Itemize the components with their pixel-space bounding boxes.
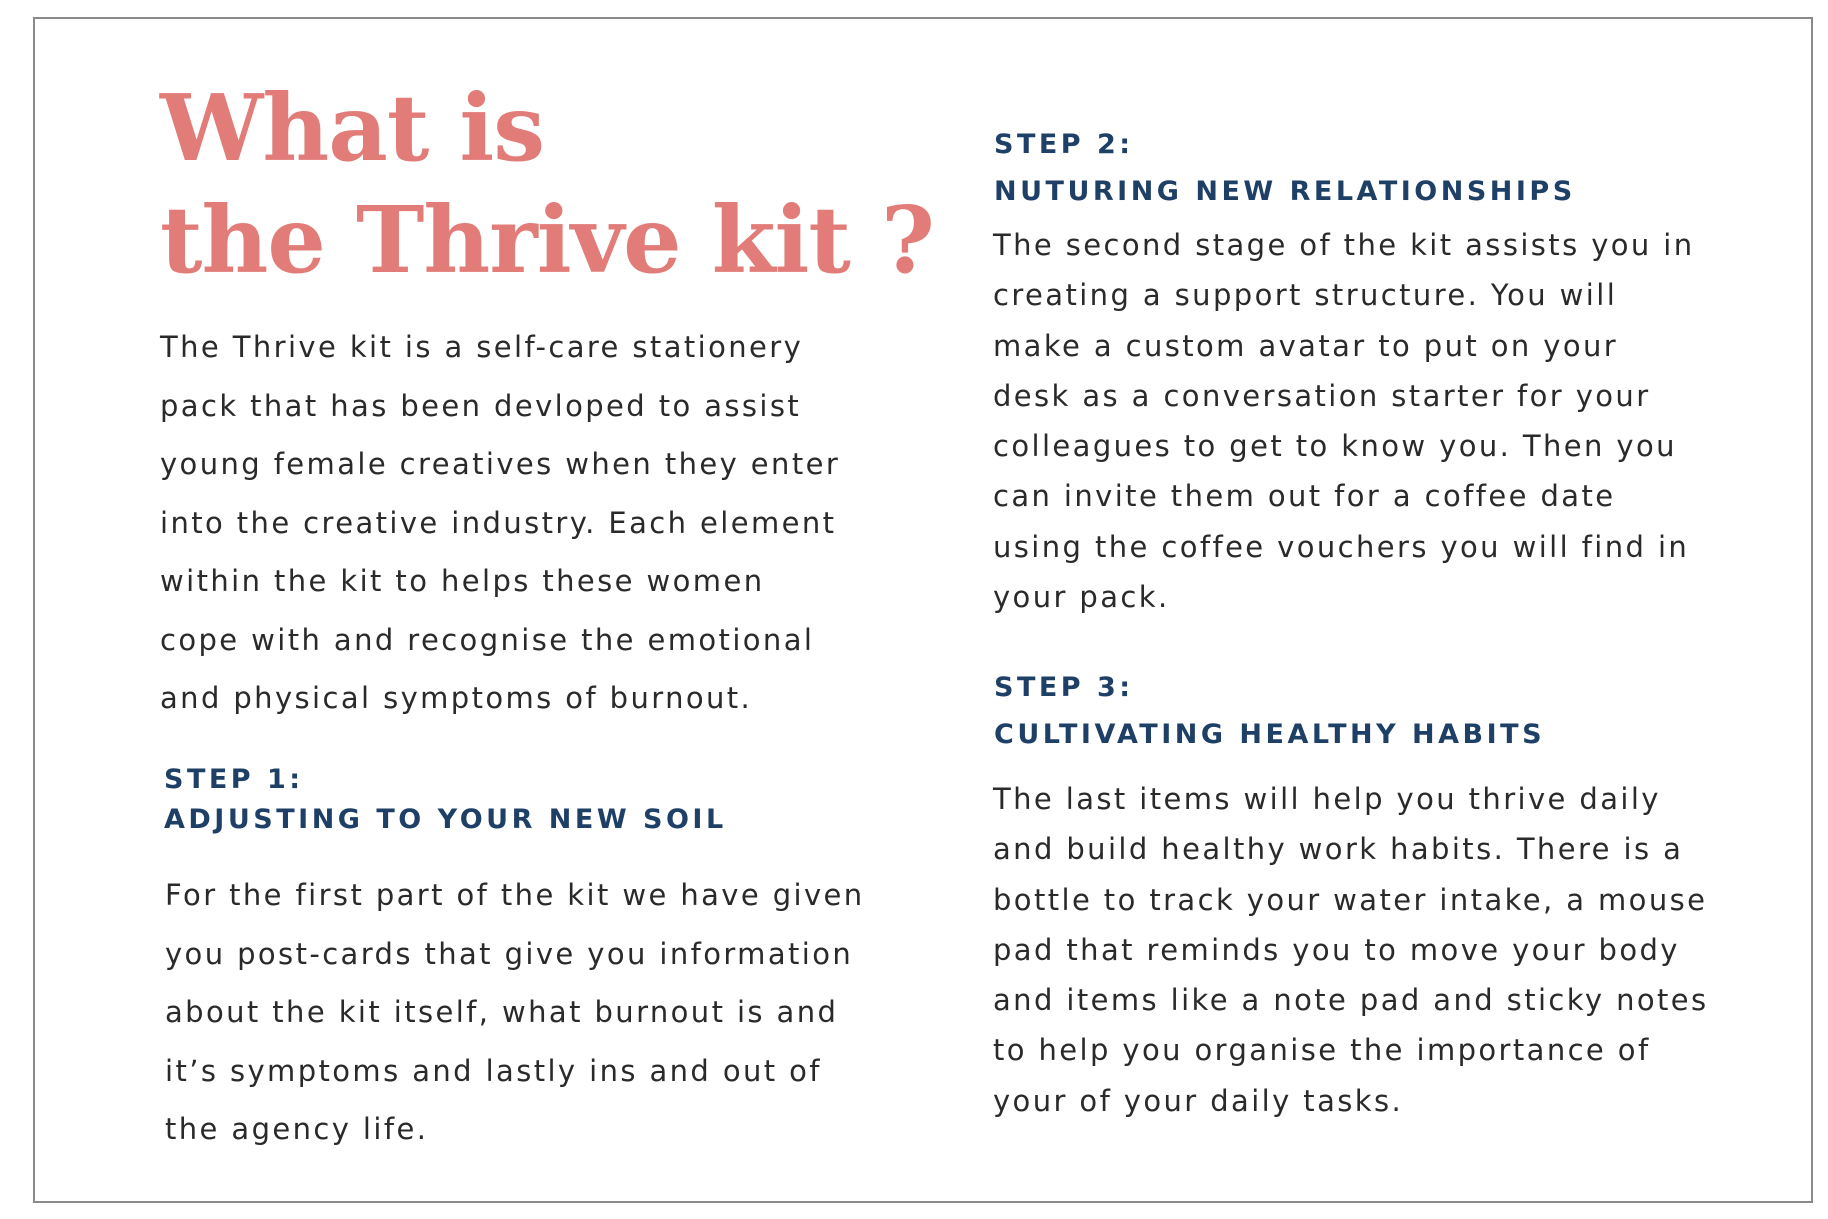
step3-paragraph: The last items will help you thrive daily and build healthy work habits. There is a bottle to track your water intake, a mouse pad that reminds you to move your body and items like a note pad and sticky notes to help you organise the importance of your of your daily tasks. — [993, 782, 1709, 1118]
step1-title: ADJUSTING TO YOUR NEW SOIL — [164, 804, 727, 835]
step3-title: CULTIVATING HEALTHY HABITS — [994, 719, 1546, 750]
step1-paragraph: For the first part of the kit we have given you post-cards that give you information about the kit itself, what burnout is and it’s symptoms and lastly ins and out of the agency life. — [165, 878, 865, 1146]
intro-paragraph: The Thrive kit is a self-care stationery pack that has been devloped to assist young female creatives when they enter into the creative industry. Each element within the kit to helps these women cope with and recognise the emotional and physical symptoms of burnout. — [160, 330, 841, 715]
page-title — [160, 72, 934, 296]
step1-label: STEP 1: — [164, 764, 304, 795]
title-line-2: the Thrive kit ? — [160, 186, 934, 294]
step2-title: NUTURING NEW RELATIONSHIPS — [994, 176, 1576, 207]
step3-heading — [994, 664, 1545, 758]
step2-paragraph: The second stage of the kit assists you in creating a support structure. You will make a custom avatar to put on your desk as a conversation starter for your colleagues to get to know you. Then you can invite them out for a coffee date using the coffee vouchers you will find in your pack. — [993, 228, 1695, 615]
step1-heading — [164, 760, 727, 840]
step2-label: STEP 2: — [994, 129, 1134, 160]
step2-heading — [994, 121, 1576, 215]
step3-label: STEP 3: — [994, 672, 1134, 703]
title-line-1: What is — [160, 74, 545, 182]
